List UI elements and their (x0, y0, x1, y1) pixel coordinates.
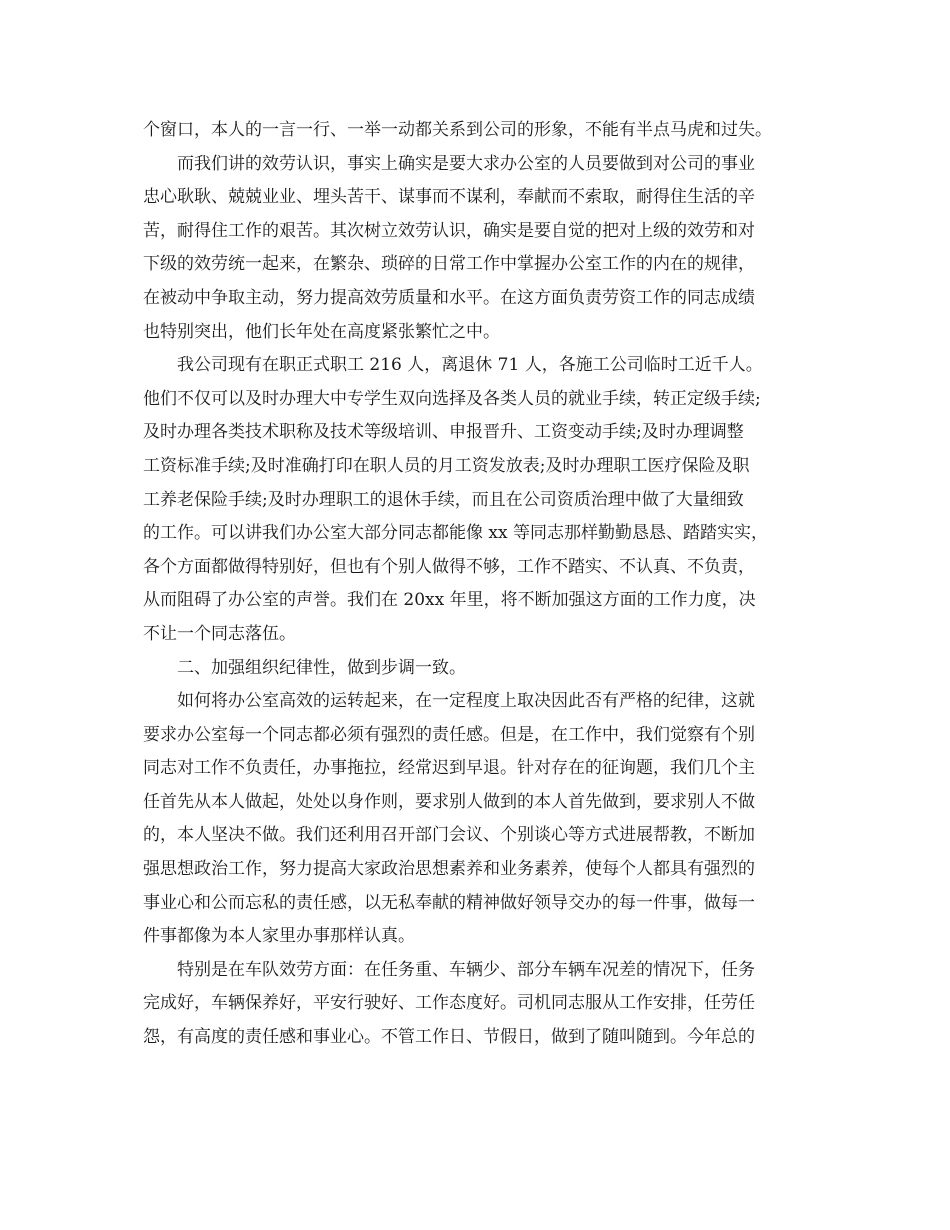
text-line: 我公司现有在职正式职工 216 人，离退休 71 人，各施工公司临时工近千人。 (177, 355, 763, 376)
text-line: 任首先从本人做起，处处以身作则，要求别人做到的本人首先做到，要求别人不做 (143, 791, 755, 812)
text-line: 而我们讲的效劳认识，事实上确实是要大求办公室的人员要做到对公司的事业 (177, 153, 755, 174)
text-line: 完成好，车辆保养好，平安行驶好、工作态度好。司机同志服从工作安排，任劳任 (143, 993, 755, 1014)
text-line: 要求办公室每一个同志都必须有强烈的责任感。但是，在工作中，我们觉察有个别 (143, 724, 755, 745)
text-line: 如何将办公室高效的运转起来，在一定程度上取决因此否有严格的纪律，这就 (177, 691, 755, 712)
text-line: 下级的效劳统一起来，在繁杂、琐碎的日常工作中掌握办公室工作的内在的规律， (143, 254, 755, 275)
text-line: 的工作。可以讲我们办公室大部分同志都能像 xx 等同志那样勤勤恳恳、踏踏实实， (143, 523, 768, 544)
text-line: 他们不仅可以及时办理大中专学生双向选择及各类人员的就业手续，转正定级手续; (143, 388, 761, 409)
text-line: 及时办理各类技术职称及技术等级培训、申报晋升、工资变动手续;及时办理调整 (143, 422, 744, 443)
text-line: 强思想政治工作，努力提高大家政治思想素养和业务素养，使每个人都具有强烈的 (143, 859, 755, 880)
text-line: 在被动中争取主动，努力提高效劳质量和水平。在这方面负责劳资工作的同志成绩 (143, 287, 755, 308)
text-line: 同志对工作不负责任，办事拖拉，经常迟到早退。针对存在的征询题，我们几个主 (143, 758, 755, 779)
text-line: 从而阻碍了办公室的声誉。我们在 20xx 年里，将不断加强这方面的工作力度，决 (143, 590, 756, 611)
text-line: 事业心和公而忘私的责任感，以无私奉献的精神做好领导交办的每一件事，做每一 (143, 892, 755, 913)
section-heading: 二、加强组织纪律性，做到步调一致。 (177, 657, 466, 678)
text-line: 工养老保险手续;及时办理职工的退休手续，而且在公司资质治理中做了大量细致 (143, 489, 744, 510)
document-body (143, 114, 827, 1055)
text-line: 忠心耿耿、兢兢业业、埋头苦干、谋事而不谋利，奉献而不索取，耐得住生活的辛 (143, 187, 755, 208)
text-line: 工资标准手续;及时准确打印在职人员的月工资发放表;及时办理职工医疗保险及职 (143, 455, 750, 476)
text-line: 苦，耐得住工作的艰苦。其次树立效劳认识，确实是要自觉的把对上级的效劳和对 (143, 220, 755, 241)
text-line: 个窗口，本人的一言一行、一举一动都关系到公司的形象，不能有半点马虎和过失。 (143, 120, 772, 140)
text-line: 各个方面都做得特别好，但也有个别人做得不够，工作不踏实、不认真、不负责， (143, 556, 755, 577)
text-line: 件事都像为本人家里办事那样认真。 (143, 926, 415, 947)
text-line: 不让一个同志落伍。 (143, 623, 296, 644)
text-line: 的，本人坚决不做。我们还利用召开部门会议、个别谈心等方式进展帮教，不断加 (143, 825, 755, 846)
text-line: 怨，有高度的责任感和事业心。不管工作日、节假日，做到了随叫随到。今年总的 (143, 1027, 755, 1048)
text-line: 也特别突出，他们长年处在高度紧张繁忙之中。 (143, 321, 500, 342)
text-line: 特别是在车队效劳方面：在任务重、车辆少、部分车辆车况差的情况下，任务 (177, 959, 755, 980)
